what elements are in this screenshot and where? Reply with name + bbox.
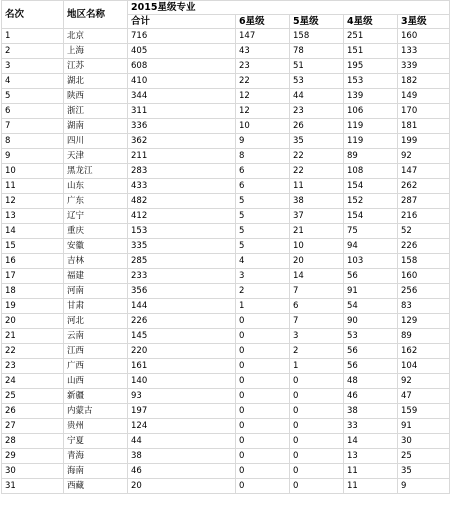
rank-cell: 18 <box>2 284 64 299</box>
three-star-cell: 89 <box>398 329 450 344</box>
total-cell: 356 <box>128 284 236 299</box>
four-star-cell: 54 <box>344 299 398 314</box>
three-star-cell: 181 <box>398 119 450 134</box>
five-star-cell: 0 <box>290 404 344 419</box>
rank-cell: 20 <box>2 314 64 329</box>
table-row <box>2 149 450 164</box>
three-star-cell: 199 <box>398 134 450 149</box>
three-star-cell: 170 <box>398 104 450 119</box>
six-star-cell: 1 <box>236 299 290 314</box>
three-star-cell: 158 <box>398 254 450 269</box>
four-star-cell: 11 <box>344 479 398 494</box>
six-star-cell: 22 <box>236 74 290 89</box>
three-star-cell: 52 <box>398 224 450 239</box>
table-body <box>2 29 450 494</box>
six-star-cell: 23 <box>236 59 290 74</box>
rank-cell: 19 <box>2 299 64 314</box>
six-star-cell: 0 <box>236 389 290 404</box>
rank-cell: 3 <box>2 59 64 74</box>
five-star-cell: 78 <box>290 44 344 59</box>
header-row-top <box>2 1 450 15</box>
six-star-cell: 0 <box>236 449 290 464</box>
rank-cell: 23 <box>2 359 64 374</box>
total-cell: 20 <box>128 479 236 494</box>
table-row <box>2 119 450 134</box>
four-star-cell: 38 <box>344 404 398 419</box>
three-star-cell: 129 <box>398 314 450 329</box>
rank-cell: 2 <box>2 44 64 59</box>
total-cell: 482 <box>128 194 236 209</box>
table-row <box>2 134 450 149</box>
rank-cell: 24 <box>2 374 64 389</box>
region-cell: 河北 <box>64 314 128 329</box>
three-star-cell: 83 <box>398 299 450 314</box>
four-star-cell: 56 <box>344 344 398 359</box>
region-cell: 陕西 <box>64 89 128 104</box>
region-cell: 云南 <box>64 329 128 344</box>
region-cell: 黑龙江 <box>64 164 128 179</box>
total-cell: 716 <box>128 29 236 44</box>
region-cell: 内蒙古 <box>64 404 128 419</box>
region-cell: 浙江 <box>64 104 128 119</box>
four-star-cell: 251 <box>344 29 398 44</box>
table-row <box>2 389 450 404</box>
five-star-cell: 11 <box>290 179 344 194</box>
four-star-cell: 75 <box>344 224 398 239</box>
three-star-cell: 47 <box>398 389 450 404</box>
four-star-cell: 154 <box>344 179 398 194</box>
table-row <box>2 44 450 59</box>
six-star-cell: 0 <box>236 434 290 449</box>
five-star-cell: 0 <box>290 464 344 479</box>
total-cell: 233 <box>128 269 236 284</box>
six-star-cell: 5 <box>236 224 290 239</box>
rank-cell: 29 <box>2 449 64 464</box>
three-star-cell: 92 <box>398 374 450 389</box>
four-star-cell: 91 <box>344 284 398 299</box>
total-cell: 211 <box>128 149 236 164</box>
rank-cell: 7 <box>2 119 64 134</box>
three-star-cell: 35 <box>398 464 450 479</box>
three-star-cell: 25 <box>398 449 450 464</box>
table-row <box>2 89 450 104</box>
four-star-cell: 33 <box>344 419 398 434</box>
four-star-cell: 195 <box>344 59 398 74</box>
four-star-cell: 103 <box>344 254 398 269</box>
five-star-cell: 23 <box>290 104 344 119</box>
three-star-cell: 287 <box>398 194 450 209</box>
total-header: 合计 <box>128 15 236 29</box>
rank-cell: 10 <box>2 164 64 179</box>
total-cell: 38 <box>128 449 236 464</box>
rank-cell: 27 <box>2 419 64 434</box>
total-cell: 124 <box>128 419 236 434</box>
table-row <box>2 74 450 89</box>
six-star-cell: 147 <box>236 29 290 44</box>
five-star-header: 5星级 <box>290 15 344 29</box>
total-cell: 335 <box>128 239 236 254</box>
six-star-cell: 6 <box>236 179 290 194</box>
total-cell: 336 <box>128 119 236 134</box>
six-star-cell: 5 <box>236 194 290 209</box>
total-cell: 311 <box>128 104 236 119</box>
total-cell: 283 <box>128 164 236 179</box>
table-row <box>2 374 450 389</box>
three-star-cell: 133 <box>398 44 450 59</box>
region-cell: 湖北 <box>64 74 128 89</box>
six-star-cell: 8 <box>236 149 290 164</box>
rank-cell: 4 <box>2 74 64 89</box>
three-star-cell: 262 <box>398 179 450 194</box>
five-star-cell: 37 <box>290 209 344 224</box>
four-star-cell: 11 <box>344 464 398 479</box>
total-cell: 410 <box>128 74 236 89</box>
region-cell: 海南 <box>64 464 128 479</box>
total-cell: 161 <box>128 359 236 374</box>
five-star-cell: 0 <box>290 374 344 389</box>
total-cell: 608 <box>128 59 236 74</box>
region-cell: 河南 <box>64 284 128 299</box>
region-cell: 西藏 <box>64 479 128 494</box>
three-star-cell: 91 <box>398 419 450 434</box>
table-row <box>2 224 450 239</box>
rank-cell: 16 <box>2 254 64 269</box>
group-header: 2015星级专业 <box>128 1 450 15</box>
region-cell: 四川 <box>64 134 128 149</box>
six-star-cell: 0 <box>236 314 290 329</box>
total-cell: 44 <box>128 434 236 449</box>
total-cell: 412 <box>128 209 236 224</box>
table-row <box>2 179 450 194</box>
three-star-cell: 160 <box>398 29 450 44</box>
table-row <box>2 59 450 74</box>
table-row <box>2 194 450 209</box>
rank-cell: 1 <box>2 29 64 44</box>
total-cell: 344 <box>128 89 236 104</box>
star-major-ranking-table <box>1 0 450 494</box>
five-star-cell: 38 <box>290 194 344 209</box>
region-cell: 安徽 <box>64 239 128 254</box>
region-cell: 重庆 <box>64 224 128 239</box>
six-star-cell: 5 <box>236 239 290 254</box>
rank-cell: 12 <box>2 194 64 209</box>
six-star-header: 6星级 <box>236 15 290 29</box>
five-star-cell: 7 <box>290 284 344 299</box>
six-star-cell: 12 <box>236 104 290 119</box>
total-cell: 153 <box>128 224 236 239</box>
rank-cell: 5 <box>2 89 64 104</box>
six-star-cell: 10 <box>236 119 290 134</box>
six-star-cell: 0 <box>236 329 290 344</box>
five-star-cell: 10 <box>290 239 344 254</box>
total-cell: 46 <box>128 464 236 479</box>
table-row <box>2 449 450 464</box>
six-star-cell: 0 <box>236 464 290 479</box>
table-row <box>2 239 450 254</box>
five-star-cell: 158 <box>290 29 344 44</box>
five-star-cell: 7 <box>290 314 344 329</box>
table-row <box>2 314 450 329</box>
three-star-cell: 104 <box>398 359 450 374</box>
five-star-cell: 44 <box>290 89 344 104</box>
six-star-cell: 2 <box>236 284 290 299</box>
five-star-cell: 53 <box>290 74 344 89</box>
three-star-cell: 160 <box>398 269 450 284</box>
region-cell: 宁夏 <box>64 434 128 449</box>
total-cell: 197 <box>128 404 236 419</box>
table-row <box>2 434 450 449</box>
table-row <box>2 464 450 479</box>
region-cell: 江西 <box>64 344 128 359</box>
rank-cell: 14 <box>2 224 64 239</box>
total-cell: 144 <box>128 299 236 314</box>
rank-cell: 30 <box>2 464 64 479</box>
region-cell: 北京 <box>64 29 128 44</box>
four-star-cell: 46 <box>344 389 398 404</box>
four-star-cell: 53 <box>344 329 398 344</box>
total-cell: 433 <box>128 179 236 194</box>
five-star-cell: 3 <box>290 329 344 344</box>
six-star-cell: 0 <box>236 479 290 494</box>
rank-cell: 17 <box>2 269 64 284</box>
six-star-cell: 0 <box>236 404 290 419</box>
four-star-cell: 48 <box>344 374 398 389</box>
rank-cell: 11 <box>2 179 64 194</box>
four-star-cell: 139 <box>344 89 398 104</box>
five-star-cell: 20 <box>290 254 344 269</box>
four-star-cell: 94 <box>344 239 398 254</box>
six-star-cell: 0 <box>236 344 290 359</box>
rank-cell: 31 <box>2 479 64 494</box>
five-star-cell: 1 <box>290 359 344 374</box>
rank-cell: 9 <box>2 149 64 164</box>
four-star-header: 4星级 <box>344 15 398 29</box>
table-row <box>2 329 450 344</box>
three-star-header: 3星级 <box>398 15 450 29</box>
four-star-cell: 108 <box>344 164 398 179</box>
five-star-cell: 35 <box>290 134 344 149</box>
total-cell: 140 <box>128 374 236 389</box>
region-cell: 湖南 <box>64 119 128 134</box>
total-cell: 362 <box>128 134 236 149</box>
table-row <box>2 29 450 44</box>
table-row <box>2 344 450 359</box>
five-star-cell: 26 <box>290 119 344 134</box>
five-star-cell: 22 <box>290 149 344 164</box>
six-star-cell: 4 <box>236 254 290 269</box>
three-star-cell: 92 <box>398 149 450 164</box>
region-cell: 天津 <box>64 149 128 164</box>
five-star-cell: 22 <box>290 164 344 179</box>
three-star-cell: 216 <box>398 209 450 224</box>
table-row <box>2 164 450 179</box>
region-cell: 福建 <box>64 269 128 284</box>
five-star-cell: 0 <box>290 449 344 464</box>
four-star-cell: 56 <box>344 269 398 284</box>
five-star-cell: 51 <box>290 59 344 74</box>
table-row <box>2 404 450 419</box>
region-cell: 贵州 <box>64 419 128 434</box>
five-star-cell: 0 <box>290 389 344 404</box>
three-star-cell: 226 <box>398 239 450 254</box>
rank-cell: 21 <box>2 329 64 344</box>
five-star-cell: 0 <box>290 419 344 434</box>
four-star-cell: 151 <box>344 44 398 59</box>
region-cell: 山西 <box>64 374 128 389</box>
four-star-cell: 13 <box>344 449 398 464</box>
three-star-cell: 182 <box>398 74 450 89</box>
table-row <box>2 299 450 314</box>
rank-header: 名次 <box>2 1 64 29</box>
total-cell: 220 <box>128 344 236 359</box>
total-cell: 285 <box>128 254 236 269</box>
rank-cell: 8 <box>2 134 64 149</box>
rank-cell: 25 <box>2 389 64 404</box>
table-row <box>2 479 450 494</box>
rank-cell: 28 <box>2 434 64 449</box>
rank-cell: 13 <box>2 209 64 224</box>
region-cell: 江苏 <box>64 59 128 74</box>
rank-cell: 22 <box>2 344 64 359</box>
five-star-cell: 21 <box>290 224 344 239</box>
total-cell: 405 <box>128 44 236 59</box>
four-star-cell: 119 <box>344 119 398 134</box>
four-star-cell: 152 <box>344 194 398 209</box>
region-cell: 广西 <box>64 359 128 374</box>
region-cell: 甘肃 <box>64 299 128 314</box>
table-row <box>2 359 450 374</box>
five-star-cell: 14 <box>290 269 344 284</box>
four-star-cell: 90 <box>344 314 398 329</box>
six-star-cell: 9 <box>236 134 290 149</box>
three-star-cell: 147 <box>398 164 450 179</box>
region-cell: 上海 <box>64 44 128 59</box>
six-star-cell: 6 <box>236 164 290 179</box>
rank-cell: 6 <box>2 104 64 119</box>
total-cell: 93 <box>128 389 236 404</box>
five-star-cell: 6 <box>290 299 344 314</box>
region-header: 地区名称 <box>64 1 128 29</box>
six-star-cell: 0 <box>236 419 290 434</box>
table-row <box>2 104 450 119</box>
four-star-cell: 154 <box>344 209 398 224</box>
four-star-cell: 153 <box>344 74 398 89</box>
four-star-cell: 89 <box>344 149 398 164</box>
three-star-cell: 159 <box>398 404 450 419</box>
three-star-cell: 339 <box>398 59 450 74</box>
six-star-cell: 5 <box>236 209 290 224</box>
region-cell: 新疆 <box>64 389 128 404</box>
five-star-cell: 2 <box>290 344 344 359</box>
rank-cell: 26 <box>2 404 64 419</box>
three-star-cell: 149 <box>398 89 450 104</box>
region-cell: 青海 <box>64 449 128 464</box>
six-star-cell: 0 <box>236 359 290 374</box>
total-cell: 226 <box>128 314 236 329</box>
table-row <box>2 419 450 434</box>
three-star-cell: 162 <box>398 344 450 359</box>
six-star-cell: 43 <box>236 44 290 59</box>
five-star-cell: 0 <box>290 479 344 494</box>
region-cell: 辽宁 <box>64 209 128 224</box>
table-row <box>2 269 450 284</box>
six-star-cell: 12 <box>236 89 290 104</box>
table-row <box>2 254 450 269</box>
six-star-cell: 0 <box>236 374 290 389</box>
four-star-cell: 119 <box>344 134 398 149</box>
region-cell: 广东 <box>64 194 128 209</box>
table-row <box>2 284 450 299</box>
six-star-cell: 3 <box>236 269 290 284</box>
total-cell: 145 <box>128 329 236 344</box>
four-star-cell: 14 <box>344 434 398 449</box>
region-cell: 山东 <box>64 179 128 194</box>
table-row <box>2 209 450 224</box>
rank-cell: 15 <box>2 239 64 254</box>
four-star-cell: 106 <box>344 104 398 119</box>
region-cell: 吉林 <box>64 254 128 269</box>
three-star-cell: 256 <box>398 284 450 299</box>
three-star-cell: 9 <box>398 479 450 494</box>
four-star-cell: 56 <box>344 359 398 374</box>
three-star-cell: 30 <box>398 434 450 449</box>
five-star-cell: 0 <box>290 434 344 449</box>
